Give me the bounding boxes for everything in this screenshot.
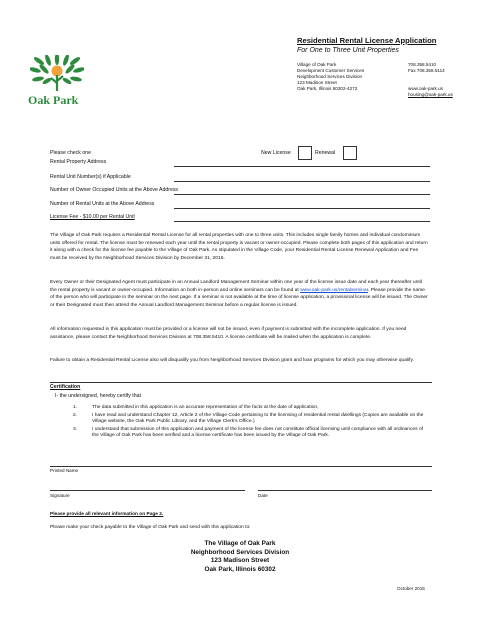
signature-label: Signature bbox=[50, 493, 70, 498]
revision-date: October 2016 bbox=[397, 586, 425, 591]
org-address-block bbox=[297, 62, 364, 92]
signature-field-line[interactable] bbox=[50, 490, 245, 491]
owner-units-field-line[interactable] bbox=[174, 194, 430, 195]
new-license-checkbox[interactable] bbox=[298, 146, 312, 160]
address-line: Neighborhood Services Division bbox=[190, 548, 290, 556]
address-field-line[interactable] bbox=[174, 166, 430, 167]
check-one-label: Please check one bbox=[50, 150, 91, 156]
website-link[interactable]: www.oak-park.us bbox=[408, 86, 443, 91]
date-field-line[interactable] bbox=[258, 490, 432, 491]
section-divider bbox=[50, 382, 432, 383]
fax: Fax 708.358.5114 bbox=[408, 68, 445, 73]
printed-name-label: Printed Name bbox=[50, 468, 79, 473]
certification-intro: I- the undersigned, hereby certify that bbox=[55, 393, 141, 399]
seminar-text-a: Every Owner or their Designated Agent must participate in an Annual Landlord Management Seminar within one year of the license issue date and each year thereafter until the rental property is vacant or owner-occupied. Information on both in-person and online seminars can be found at bbox=[50, 280, 422, 293]
org-line: Neighborhood Services Division bbox=[297, 74, 363, 79]
certification-list bbox=[73, 405, 428, 440]
tree-icon bbox=[30, 55, 84, 95]
paragraph-disqualify: Failure to obtain a Residential Rental License also will disqualify you from Neighborhood Services Division grant and loan programs for which you may otherwise qualify. bbox=[50, 358, 414, 363]
email-link[interactable]: housing@oak-park.us bbox=[408, 92, 453, 97]
check-payable-note: Please make your check payable to the Village of Oak Park and send with this application to: bbox=[50, 525, 251, 530]
renewal-checkbox[interactable] bbox=[343, 146, 357, 160]
form-subtitle: For One to Three Unit Properties bbox=[297, 47, 399, 54]
paragraph-license-requirement: The Village of Oak Park requires a Residential Rental License for all rental properties with one to three units. This includes single family homes and individual condominium units offered for rental. The license must be renewed each year until the rental property is vacant or owner-occupied. Please complete both pages of this application and return it along with a check for the license fee payable to the Village of Oak Park. As stipulated in the Village Code, your Residential Rental License Renewal Application and Fee must be received by the Neighborhood Services Division by December 31, 2016. bbox=[50, 233, 428, 261]
mailing-address bbox=[0, 540, 480, 574]
certification-heading: Certification bbox=[50, 384, 81, 390]
certification-item bbox=[73, 413, 428, 426]
field-label-owner-units: Number of Owner Occupied Units at the Above Address bbox=[50, 187, 179, 193]
renewal-label: Renewal bbox=[315, 150, 336, 156]
item-text: I have read and understand Chapter 12, Article 2 of the Village Code pertaining to the licensing of residential rental dwellings (Copies are available on the Village website, the Oak Park Public Library, and the Village Clerk's Office.) bbox=[92, 412, 424, 425]
new-license-label: New License bbox=[261, 150, 291, 156]
phone: 708.358.5410 bbox=[408, 62, 437, 67]
field-label-rental-units: Number of Rental Units at the Above Address bbox=[50, 201, 155, 207]
field-label-unit-numbers: Rental Unit Number(s) if Applicable bbox=[50, 174, 131, 180]
org-line: 123 Madison Street bbox=[297, 80, 337, 85]
item-number: 3. bbox=[73, 426, 78, 432]
address-line: The Village of Oak Park bbox=[204, 540, 276, 547]
seminar-text-b: . Please provide the name of the person who will participate in the seminar on the next page. If a seminar is not available at the time of license application, a provisional license will be issued. The Owner or their Designated must then attend the Annual Landlord Management Seminar before a regular license is issued. bbox=[50, 287, 428, 308]
org-line: Village of Oak Park bbox=[297, 62, 337, 67]
license-fee-field-line[interactable] bbox=[174, 221, 430, 222]
address-line: Oak Park, Illinois 60302 bbox=[204, 565, 276, 573]
paragraph-seminar bbox=[50, 279, 430, 309]
org-line: Oak Park, Illinois 60302-4272 bbox=[297, 86, 358, 91]
printed-name-field-line[interactable] bbox=[50, 466, 432, 467]
item-text: I understand that submission of this application and payment of the license fee does not constitute official licensing until compliance with all ordinances of the Village of Oak Park has been verified and a license certificate has been issued by the Village of Oak Park. bbox=[92, 426, 424, 439]
paragraph-information: All information requested in this application must be provided or a license will not be issued, even if payment is submitted with the incomplete application. If you need assistance, please contact the Neighborhood Services Division at 708.358.5410. A license certificate will be mailed when the application is complete. bbox=[50, 327, 407, 340]
field-label-address: Rental Property Address bbox=[50, 159, 107, 165]
address-line: 123 Madison Street bbox=[210, 557, 270, 565]
rental-units-field-line[interactable] bbox=[174, 208, 430, 209]
oak-park-logo bbox=[30, 55, 84, 109]
certification-item bbox=[73, 427, 428, 440]
form-title: Residential Rental License Application bbox=[297, 36, 437, 45]
seminar-link[interactable]: www.oak-park.us/rentalseminar bbox=[300, 287, 369, 293]
certification-item bbox=[73, 405, 428, 412]
page2-note: Please provide all relevant information on Page 2. bbox=[50, 512, 164, 517]
unit-numbers-field-line[interactable] bbox=[174, 181, 430, 182]
date-label: Date bbox=[258, 493, 268, 498]
logo-text: Oak Park bbox=[28, 93, 79, 107]
org-line: Development Customer Services bbox=[297, 68, 365, 73]
item-text: The data submitted in this application is an accurate representation of the facts at the date of application, bbox=[92, 405, 319, 410]
item-number: 1. bbox=[73, 405, 78, 410]
item-number: 2. bbox=[73, 412, 78, 418]
contact-block bbox=[408, 62, 453, 98]
field-label-license-fee: License Fee - $10.00 per Rental Unit bbox=[50, 214, 135, 220]
